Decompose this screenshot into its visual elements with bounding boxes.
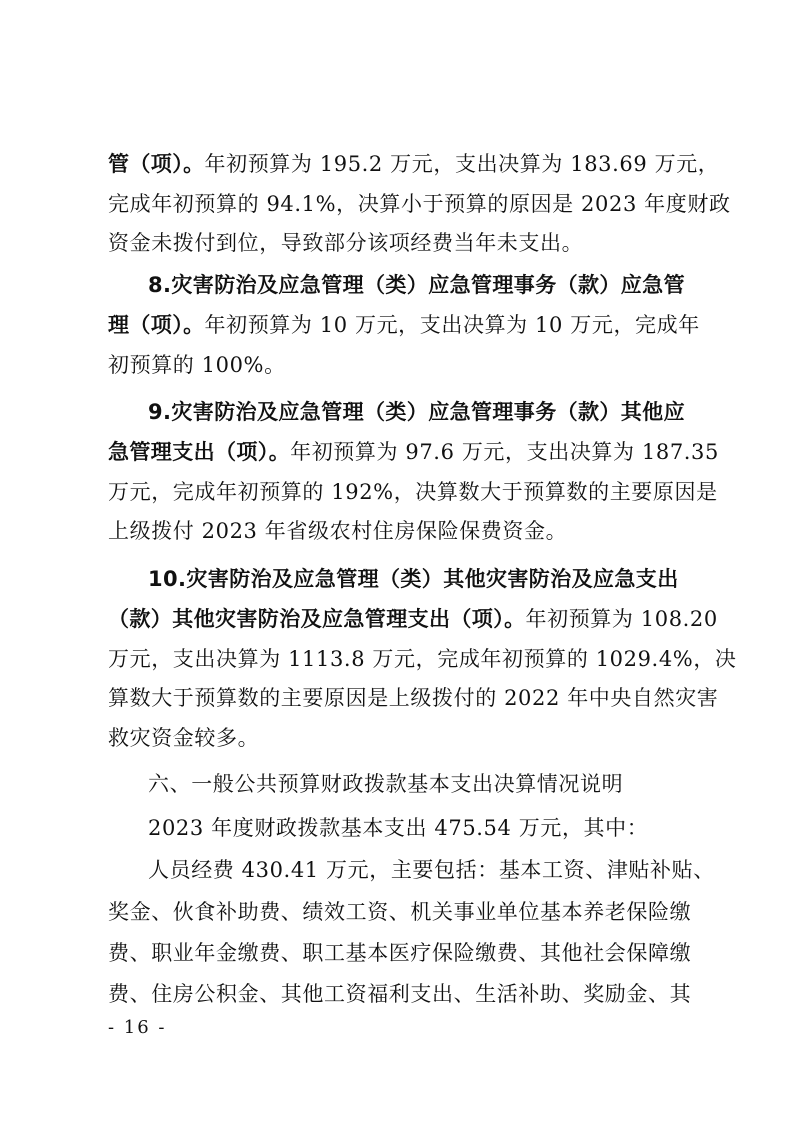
paragraph-line (108, 190, 731, 218)
paragraph-line (148, 856, 715, 884)
body-text: 上级拨付 2023 年省级农村住房保险保费资金。 (108, 519, 568, 543)
bold-heading-text: 9.灾害防治及应急管理（类）应急管理事务（款）其他应 (148, 400, 685, 424)
paragraph-line (108, 478, 718, 506)
paragraph-line (108, 438, 719, 466)
paragraph-line (108, 311, 700, 339)
body-text: 万元，完成年初预算的 192%，决算数大于预算数的主要原因是 (108, 480, 718, 504)
paragraph-line (108, 351, 693, 379)
bold-heading-text: 急管理支出（项）。 (108, 440, 291, 464)
bold-heading-text: 10.灾害防治及应急管理（类）其他灾害防治及应急支出 (148, 567, 679, 591)
paragraph-line (108, 980, 693, 1008)
body-text: 初预算的 100%。 (108, 353, 286, 377)
bold-heading-text: 理（项）。 (108, 313, 205, 337)
body-text: 2023 年度财政拨款基本支出 475.54 万元，其中： (148, 816, 649, 840)
body-text: 年初预算为 10 万元，支出决算为 10 万元，完成年 (204, 313, 700, 337)
body-text: 算数大于预算数的主要原因是上级拨付的 2022 年中央自然灾害 (108, 686, 719, 710)
paragraph-line (108, 645, 737, 673)
paragraph-line (108, 939, 693, 967)
body-text: 年初预算为 108.20 (525, 607, 718, 631)
body-text: 费、职业年金缴费、职工基本医疗保险缴费、其他社会保障缴 (108, 941, 692, 965)
section-heading-9 (148, 398, 693, 426)
body-text: 资金未拨付到位，导致部分该项经费当年未支出。 (108, 231, 584, 255)
paragraph-line (108, 684, 719, 712)
bold-heading-text: 8.灾害防治及应急管理（类）应急管理事务（款）应急管 (148, 273, 685, 297)
body-text: 费、住房公积金、其他工资福利支出、生活补助、奖励金、其 (108, 982, 692, 1006)
body-text: 年初预算为 195.2 万元，支出决算为 183.69 万元， (204, 152, 720, 176)
body-text: 救灾资金较多。 (108, 726, 260, 750)
body-text: 奖金、伙食补助费、绩效工资、机关事业单位基本养老保险缴 (108, 900, 692, 924)
section-heading-8 (148, 271, 693, 299)
body-text: 人员经费 430.41 万元，主要包括：基本工资、津贴补贴、 (148, 858, 715, 882)
paragraph-line (108, 724, 693, 752)
bold-heading-text: （款）其他灾害防治及应急管理支出（项）。 (108, 607, 526, 631)
bold-heading-text: 管（项）。 (108, 152, 205, 176)
paragraph-line (148, 814, 693, 842)
body-text: 年初预算为 97.6 万元，支出决算为 187.35 (290, 440, 719, 464)
body-text: 万元，支出决算为 1113.8 万元，完成年初预算的 1029.4%，决 (108, 647, 737, 671)
paragraph-line (108, 229, 693, 257)
paragraph-line (108, 150, 720, 178)
page-number: - 16 - (108, 1017, 167, 1038)
section-heading-10 (148, 565, 693, 593)
paragraph-line (108, 517, 693, 545)
body-text: 完成年初预算的 94.1%，决算小于预算的原因是 2023 年度财政 (108, 192, 731, 216)
section-heading-6 (148, 770, 693, 798)
paragraph-line (108, 605, 718, 633)
paragraph-line (108, 898, 693, 926)
heading-text: 六、一般公共预算财政拨款基本支出决算情况说明 (148, 772, 624, 796)
